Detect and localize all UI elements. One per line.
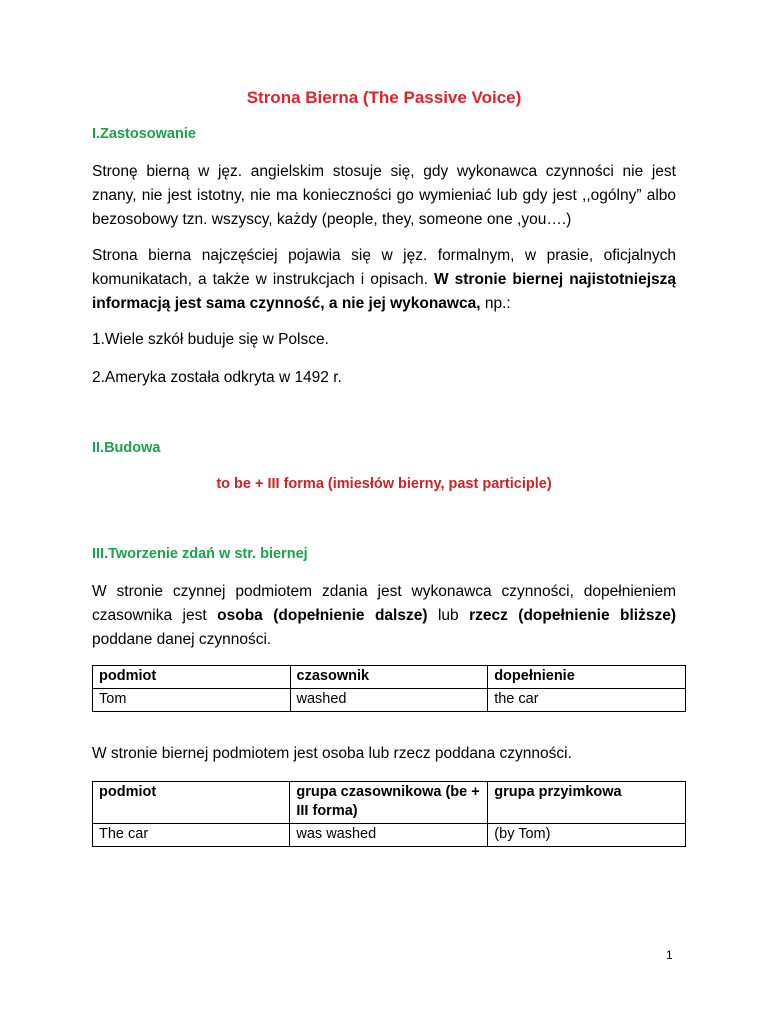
example-2: 2.Ameryka została odkryta w 1492 r.	[92, 369, 342, 386]
table-cell: (by Tom)	[488, 824, 686, 847]
passive-voice-table	[92, 781, 686, 847]
table-header-cell: czasownik	[290, 666, 488, 689]
table-header-row	[93, 666, 686, 689]
paragraph-active-mid: lub	[437, 607, 459, 624]
page-number: 1	[666, 948, 673, 962]
document-title: Strona Bierna (The Passive Voice)	[246, 88, 522, 107]
section-heading-budowa: II.Budowa	[92, 440, 161, 456]
table-header-cell: podmiot	[93, 782, 290, 824]
table-row	[93, 689, 686, 712]
table-header-cell: dopełnienie	[488, 666, 686, 689]
paragraph-usage-context	[92, 244, 676, 316]
paragraph-active-voice	[92, 580, 676, 652]
paragraph-usage-context-end: np.:	[484, 295, 511, 312]
example-1: 1.Wiele szkół buduje się w Polsce.	[92, 331, 329, 348]
paragraph-usage-context-bold: W stronie biernej najistotniejszą informacją jest sama czynność, a nie jej wykonawca,	[92, 271, 677, 312]
table-cell: was washed	[290, 824, 488, 847]
paragraph-active-end: poddane danej czynności.	[92, 631, 272, 648]
table-header-row	[93, 782, 686, 824]
active-voice-table	[92, 665, 686, 712]
paragraph-active-bold-thing: rzecz (dopełnienie bliższe)	[469, 607, 677, 624]
table-cell: The car	[93, 824, 290, 847]
table-cell: Tom	[93, 689, 291, 712]
paragraph-usage-context-text: Strona bierna najczęściej pojawia się w jęz. formalnym, w prasie, oficjalnych komunikatach, a także w instrukcjach i opisach.	[92, 247, 676, 288]
section-heading-tworzenie: III.Tworzenie zdań w str. biernej	[92, 546, 308, 562]
formula: to be + III forma (imiesłów bierny, past participle)	[216, 476, 552, 492]
paragraph-usage: Stronę bierną w jęz. angielskim stosuje się, gdy wykonawca czynności nie jest znany, nie jest istotny, nie ma konieczności go wymieniać lub gdy jest ,,ogólny” albo bezosobowy tzn. wszyscy, każdy (people, they, someone one ,you….)	[92, 163, 676, 228]
table-row	[93, 824, 686, 847]
table-header-cell: podmiot	[93, 666, 291, 689]
table-cell: washed	[290, 689, 488, 712]
paragraph-active-text: W stronie czynnej podmiotem zdania jest wykonawca czynności, dopełnieniem czasownika jest	[92, 583, 676, 624]
table-cell: the car	[488, 689, 686, 712]
paragraph-passive-voice: W stronie biernej podmiotem jest osoba lub rzecz poddana czynności.	[92, 745, 572, 762]
table-header-cell: grupa przyimkowa	[488, 782, 686, 824]
table-header-cell: grupa czasownikowa (be + III forma)	[290, 782, 488, 824]
section-heading-zastosowanie: I.Zastosowanie	[92, 126, 196, 142]
paragraph-active-bold-person: osoba (dopełnienie dalsze)	[217, 607, 428, 624]
